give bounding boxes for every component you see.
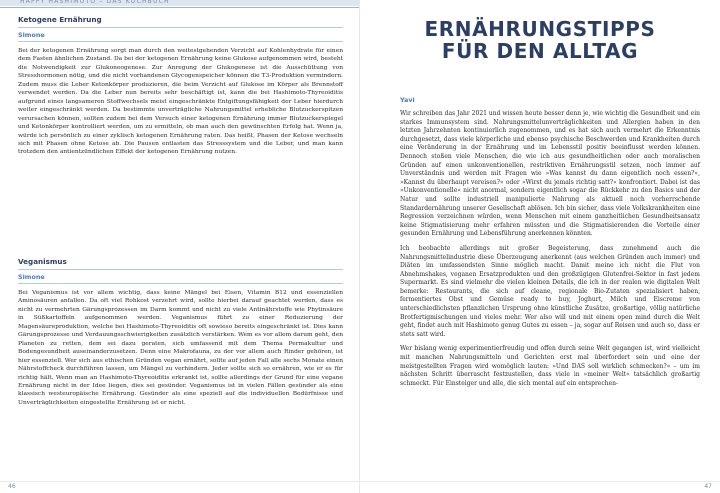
footer-rule	[360, 481, 720, 482]
paragraph: Ich beobachte allerdings mit großer Begeisterung, dass zunehmend auch die Nahrungsmittelindustrie diese Überzeugung anerkennt (aus welchen Gründen auch immer) und Diäten im umfassendsten Sinne möglich macht. Damit meine ich nicht die Flut von Abnehmshakes, veganen Ersatzprodukten und den großzügigen Glutenfrei-Sektor in fast jedem Supermarkt. Es sind vielmehr die vielen kleinen Details, die ich in der realen wie digitalen Welt bemerke: Restaurants, die sich auf cleane, regionale Bio-Zutaten spezialisiert haben, fermentiertes Obst und Gemüse ready to buy, Joghurt, Milch und Eiscreme von unterschiedlichsten pflanzlichen Ursprung ohne künstliche Zusätze, großartige, völlig natürliche Brotfertigmischungen und vieles mehr. Wer also will und mit einem open mind durch die Welt geht, findet auch mit Hashimoto genug Gutes zu essen – ja, sogar auf Reisen und auch so, dass er stets satt wird.	[400, 244, 700, 338]
paragraph: Wer bislang wenig experimentierfreudig und offen durch seine Welt gegangen ist, wird vielleicht mit manchen Nahrungsmitteln und Gerichten erst mal überfordert sein und eine der meistgestellten Fragen wird womöglich lauten: »Und DAS soll wirklich schmecken?« – um im nächsten Schritt überrascht festzustellen, dass viele in »meiner Welt« tatsächlich großartig schmeckt. Für Einsteiger und alle, die sich mental auf ein entsprechen-	[400, 345, 700, 387]
section-title: Veganismus	[18, 257, 67, 266]
chapter-title-line-1: ERNÄHRUNGSTIPPS	[424, 17, 656, 41]
section-title: Ketogene Ernährung	[18, 15, 102, 24]
chapter-title-line-2: FÜR DEN ALLTAG	[441, 39, 639, 63]
header-rule	[0, 7, 360, 8]
right-article	[400, 96, 700, 394]
section-body: Bei Veganismus ist vor allem wichtig, dass keine Mängel bei Eisen, Vitamin B12 und essenziellen Aminosäuren anfallen. Da oft viel Rohkost verzehrt wird, sollte hierbei darauf geachtet werden, dass es nicht zu vermehrten Gärungsprozessen im Darm kommt und nicht zu viele Antinährstoffe wie Phytinsäure in Süßkartoffeln aufgenommen werden. Veganismus führt zu einer Reduzierung der Magensäureproduktion, welche bei Hashimoto-Thyreoiditis oft sowieso bereits eingeschränkt ist. Dies kann Gärungsprozesse und Verdauungsschwierigkeiten zusätzlich verstärken. Wem es vor allem darum geht, den Planeten zu retten, dem sei dazu geraten, sich umfassend mit dem Thema Permakultur und Bodengesundheit auseinanderzusetzen. Denn eine Makrofauna, zu der vor allem auch Rinder gehören, ist hier essenziell. Wer sich aus ethischen Gründen vegan ernährt, sollte auf jeden Fall alle sechs Monate einen Nährstoffcheck durchführen lassen, um Mängel zu verhindern. Jeder sollte sich so ernähren, wie er es für richtig hält. Wenn man an Hashimoto-Thyreoiditis erkrankt ist, sollte allerdings der Grund für eine vegane Ernährung nicht in der Idee liegen, dies sei gesünder. Veganismus ist in vielen Fällen gesünder als eine klassisch westeuropäische Ernährung. Gesünder als eine speziell auf die individuellen Bedürfnisse und Unverträglichkeiten eingestellte Ernährung ist er nicht.	[18, 290, 343, 406]
section-author: Simone	[18, 273, 45, 281]
page-number: 47	[704, 483, 712, 490]
section-author: Simone	[18, 31, 45, 39]
right-page	[360, 0, 720, 493]
section-body: Bei der ketogenen Ernährung sorgt man durch den weitestgehenden Verzicht auf Kohlenhydrate für einen dem Fasten ähnlichen Zustand. Da bei der ketogenen Ernährung keine Glukose aufgenommen wird, besteht die Notwendigkeit zur Glukoneogenese. Zur Anregung der Glukogenese ist die Ausschüttung von Stresshormonen nötig, und die nicht vorhandenen Glycogenspeicher können die T3-Produktion vermindern. Zudem muss die Leber Ketonkörper produzieren, die beim Verzicht auf Glukose im Körper als Brennstoff verwendet werden. Da die Leber nun bereits sehr beschäftigt ist, kann die bei Hashimoto-Thyreoiditis aufgrund eines langsameren Stoffwechsels meist eingeschränkte Entgiftungsfähigkeit der Leber hierdurch weiter eingeschränkt werden. Da bestimmte unverträgliche Nahrungsmittel erhebliche Blutzuckerspitzen verursachen können, sollten zudem bei dem Versuch einer ketogenen Ernährung immer Blutzuckerspiegel und Ketonkörper kontrolliert werden, um zu ermitteln, ob man auch den gewünschten Erfolg hat. Wenn ja, würde ich persönlich zu einer zyklisch ketogenen Ernährung raten. Das heißt, Phasen der Ketose wechseln sich mit Phasen ohne Ketose ab. Die Pausen entlasten das Stresssystem und die Leber, und man kann trotzdem den antientzündlichen Effekt der ketogenen Ernährung nutzen.	[18, 48, 343, 156]
section-veganismus	[18, 255, 343, 407]
section-ketogene-ernaehrung	[18, 13, 343, 157]
paragraph: Wir schreiben das Jahr 2021 und wissen heute besser denn je, wie wichtig die Gesundheit und ein starkes Immunsystem sind. Nahrungsmittelunverträglichkeiten und Allergien haben in den letzten Jahrzehnten kontinuierlich zugenommen, und es hat sich auch vermehrt die Erkenntnis durchgesetzt, dass viele körperliche und ebenso psychische Beschwerden und Krankheiten durch eine Veränderung in der Ernährung und im Lebensstil positiv beeinflusst werden können. Dennoch stoßen viele Menschen, die wie ich aus gesundheitlichen oder auch moralischen Gründen auf einen unkonventionellen, restriktiven Ernährungsstil setzen, noch immer auf Unverständnis und werden mit Fragen wie »Was kannst du dann eigentlich noch essen?«, »Kannst du überhaupt vereisen?« oder »Wirst du jemals richtig satt?« konfrontiert. Dabei ist das »Unkonventionelle« nicht anormal, sondern eigentlich sogar die Rückkehr zu den Basics und der Natur und sollte industriell manipulierte Nahrung als aktuell noch vorherrschende Standardernährung unserer Gesellschaft ablösen. Ich bin sicher, dass viele Volkskrankheiten eine Regression verzeichnen würden, wenn Menschen mit einem ganzheitlichen Gesundheitsansatz keine Stigmatisierung mehr erfahren müssten und die Stigmatisierenden die Vorteile einer gesunden Ernährung und Lebensführung anerkennen könnten.	[400, 110, 700, 238]
chapter-title	[360, 18, 720, 62]
running-head: HAPPY HASHIMOTO – DAS KOCHBUCH	[20, 0, 170, 5]
article-author: Yavi	[400, 96, 415, 104]
page-number: 46	[8, 483, 16, 490]
footer-rule	[0, 481, 360, 482]
